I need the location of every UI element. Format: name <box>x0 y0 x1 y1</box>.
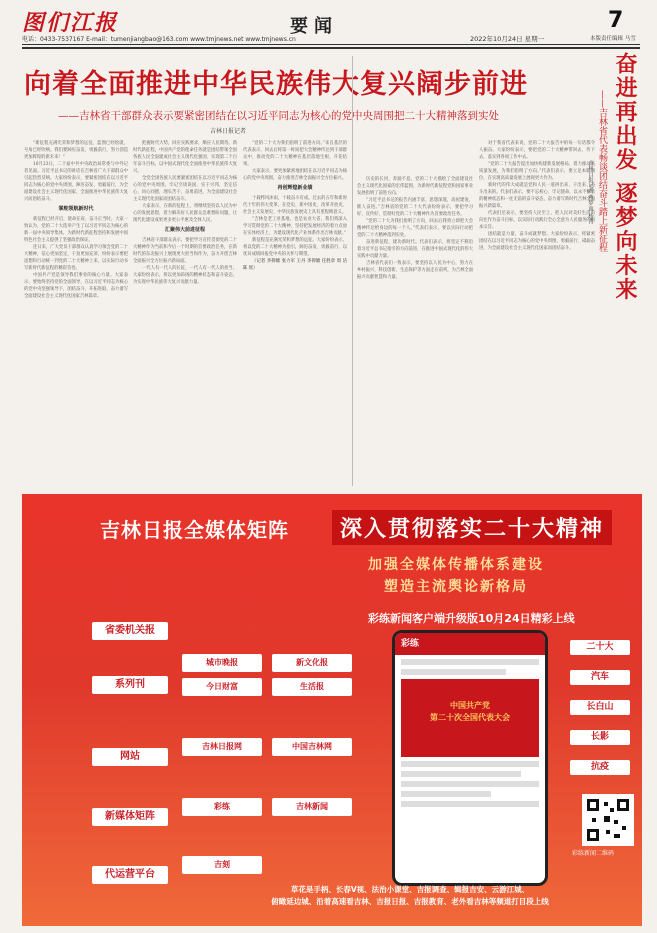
phone-mockup <box>392 630 548 886</box>
channel-tag: 长白山 <box>570 700 630 715</box>
page-number: 7 <box>608 8 624 33</box>
side-article-title: 奋进再出发 逐梦向未来 <box>612 52 637 302</box>
side-article-byline: 吉林日报记者 曹梦南 杨青 <box>587 160 593 224</box>
phone-placeholder-line <box>401 659 539 665</box>
side-article-subhead: ——吉林省代表畅谈团结奋斗踏上新征程 <box>597 90 607 252</box>
category-label: 系列刊 <box>92 676 168 694</box>
channel-tag: 二十大 <box>570 640 630 655</box>
article-column-2: 把握时代大势，回应实践要求，顺应人民期待。新时代新征程，中国共产党的使命任务就是团结带领全国各族人民全面建成社会主义现代化强国、实现第二个百年奋斗目标，以中国式现代化全面推进中华民族伟大复兴。 全党全国各族人民要紧密团结在以习近平同志为核心的党中央周围，牢记空谈误国、实干兴邦，坚定信心、同心同德，埋头苦干、奋勇前进，为全面建设社会主义现代化国家而团结奋斗。 大家表示，在新的征程上，将继续坚持以人民为中心的发展思想，着力解决好人民群众急难愁盼问题，让现代化建设成果更多更公平惠及全体人民。 汇聚伟大前进征程 吉林省干部群众表示，要把学习宣传贯彻党的二十大精神作为当前和今后一个时期的首要政治任务，在新时代的东北振兴上展现更大担当和作为，奋力开创吉林全面振兴全方位振兴新局面。 一代人有一代人的长征，一代人有一代人的担当。大家纷纷表示，将以更加昂扬的精神状态和奋斗姿态，为实现中华民族伟大复兴贡献力量。 <box>133 141 237 285</box>
ad-slogan-line-1: 加强全媒体传播体系建设 <box>368 557 544 573</box>
column-divider <box>352 56 353 486</box>
brand-tile: 中国吉林网 <box>272 738 352 756</box>
brand-tile: 新文化报 <box>272 654 352 672</box>
phone-placeholder-line <box>401 791 491 797</box>
channel-tag: 抗疫 <box>570 760 630 775</box>
issue-date: 2022年10月24日 星期一 <box>470 35 545 43</box>
article-headline: 向着全面推进中华民族伟大复兴阔步前进 <box>24 69 528 100</box>
phone-placeholder-line <box>401 669 506 675</box>
phone-app-header: 彩练 <box>395 633 545 655</box>
ad-slogan-line-2: 塑造主流舆论新格局 <box>384 579 528 595</box>
category-label: 省委机关报 <box>92 622 168 640</box>
ad-footer <box>200 884 620 908</box>
channel-tag: 汽车 <box>570 670 630 685</box>
article-column-1: “新征程充满光荣和梦想的远征，蓝图已经绘就，号角已经吹响。我们要踔厉奋发、勇毅前行，努力创造更加辉煌的新未来！” 10月23日，二十届中共中央政治局常委与中外记者见面。习近平总书记的讲话在吉林省广大干部群众中引起热烈反响。大家纷纷表示，要紧密团结在以习近平同志为核心的党中央周围，踔厉奋发、勇毅前行，为全面建设社会主义现代化国家、全面推进中华民族伟大复兴而团结奋斗。 掌舵领航新时代 新征程已经开启，使命在肩，奋斗正当时。大家一致认为，党的二十大选举产生了以习近平同志为核心的新一届中央领导集体，为新时代新征程坚持和发展中国特色社会主义提供了坚强政治保证。 连日来，广大党员干部群众认真学习领会党的二十大精神，信心更加坚定，干劲更加充沛，纷纷表示要把思想和行动统一到党的二十大精神上来，以实际行动书写新时代新征程的精彩答卷。 中国共产党是领导我们事业的核心力量。大家表示，要始终坚持党的全面领导，在以习近平同志为核心的党中央坚强领导下，团结奋斗、开拓进取，奋力谱写全面建设社会主义现代化国家吉林篇章。 <box>24 141 128 299</box>
column-heading-2: 汇聚伟大前进征程 <box>164 227 205 233</box>
ad-slogan <box>368 554 544 598</box>
brand-tile: 彩练 <box>182 798 262 816</box>
phone-banner-line-1: 中国共产党 <box>450 700 490 710</box>
ad-footer-line-1: 草花是手柄、长春V视、法治小课堂、吉报调查、辑报吉安、云游江城、 <box>290 885 530 894</box>
phone-placeholder-line <box>401 781 539 787</box>
article-byline: 吉林日报记者 <box>210 128 247 135</box>
brand-tile: 吉刻 <box>182 856 262 874</box>
category-label: 代运营平台 <box>92 866 168 884</box>
phone-placeholder-line <box>401 771 521 777</box>
qr-code-label: 彩练新闻二维码 <box>572 850 615 857</box>
column-heading-3: 再创辉煌新业绩 <box>277 185 313 191</box>
contact-info: 电话：0433-7537167 E-mail：tumenjiangbao@163.com www.tmjnews.net www.tmjnews.cn <box>22 36 296 43</box>
phone-placeholder-line <box>401 761 539 767</box>
newspaper-logo: 图们江报 <box>22 10 119 36</box>
article-subhead: ——吉林省干部群众表示要紧密团结在以习近平同志为核心的党中央周围把二十大精神落到实处 <box>58 110 499 122</box>
ad-left-title: 吉林日报全媒体矩阵 <box>100 518 289 542</box>
brand-tile: 吉林日报网 <box>182 738 262 756</box>
brand-tile: 吉林新闻 <box>272 798 352 816</box>
masthead-rule-thick <box>22 47 640 49</box>
phone-congress-banner <box>401 679 539 757</box>
phone-banner-line-2: 第二十次全国代表大会 <box>430 712 510 722</box>
category-label: 网站 <box>92 748 168 766</box>
brand-tile: 生活报 <box>272 678 352 696</box>
section-title: 要闻 <box>290 16 338 37</box>
side-article-column-2: 对于我省代表来说，党的二十大报告中的每一句话都令人振奋。大家纷纷表示，要把党的二十大精神带回去、传下去，落实到各项工作中去。 “党的二十大报告提出加快构建新发展格局，着力推动高质量发展，为我们指明了方向。”代表们表示，要立足本职岗位，在实现高质量发展上展现更大作为。 新时代的伟大成就是党和人民一道拼出来、干出来、奋斗出来的。代表们表示，要不忘初心、牢记使命，以永不懈怠的精神状态和一往无前的奋斗姿态，奋力谱写新时代吉林全面振兴新篇章。 代表们还表示，要坚持人民至上，把人民对美好生活的向往作为奋斗目标，以实际行动践行全心全意为人民服务的根本宗旨。 团结就是力量，奋斗成就梦想。大家纷纷表示，将紧密团结在以习近平同志为核心的党中央周围，勇毅前行、砥砺奋进，为全面建设社会主义现代化国家而团结奋斗。 <box>479 141 595 251</box>
brand-tile: 城市晚报 <box>182 654 262 672</box>
column-heading-1: 掌舵领航新时代 <box>58 206 94 212</box>
article-signature: （记者 李抑嫱 张力军 王丹 李抑嫱 任胜章 周 洁 陈 瑶） <box>243 259 347 271</box>
masthead-rule <box>22 44 640 45</box>
page-editor: 本版责任编辑 马雪 <box>590 36 636 42</box>
side-article-column-1: 历史的长河，奔涌不息。党的二十大描绘了全面建设社会主义现代化国家的宏伟蓝图，为新时代新征程党和国家事业发展指明了前进方向。 “习近平总书记的报告内涵丰富、思想深邃，高屋建瓴、催人奋进。”吉林省的党的二十大代表纷纷表示，要把学习好、宣传好、贯彻好党的二十大精神作为首要政治任务。 “党的二十大为我们指明了方向，回去后我将立即把大会精神传达给身边的每一个人。”代表们表示，要以实际行动把党的二十大精神落到实处。 奋进新征程，建功新时代。代表们表示，将坚定不移沿着习近平总书记指引的方向前进，在推进中国式现代化的伟大实践中贡献力量。 吉林省代表们一致表示，要坚持以人民为中心，努力在乡村振兴、科技创新、生态保护等方面走在前列，为吉林全面振兴贡献智慧和力量。 <box>357 177 473 280</box>
qr-code <box>582 794 634 846</box>
masthead <box>0 0 657 48</box>
channel-tag: 长影 <box>570 730 630 745</box>
category-label: 新媒体矩阵 <box>92 808 168 826</box>
brand-tile: 今日财富 <box>182 678 262 696</box>
ad-edition-note: 彩练新闻客户端升级版10月24日精彩上线 <box>368 612 575 625</box>
media-ad-banner <box>22 494 642 926</box>
ad-right-title: 深入贯彻落实二十大精神 <box>332 510 612 545</box>
qr-code-graphic <box>584 796 632 844</box>
article-column-3: “党的二十大为我们指明了前进方向。”来自基层的代表表示，回去后将第一时间把大会精神传达到干部群众中，推动党的二十大精神在基层落地生根、开花结果。 大家表示，要更加紧密地团结在以习近平同志为核心的党中央周围，奋力推进吉林全面振兴全方位振兴。 再创辉煌新业绩 十载栉风沐雨，十载奋斗有成。过去的五年和新时代十年的伟大变革，在党史、新中国史、改革开放史、社会主义发展史、中华民族发展史上具有里程碑意义。 “吉林是老工业基地，也是农业大省，我们将深入学习贯彻党的二十大精神，坚持把发展经济的着力点放在实体经济上，为建设现代化产业体系作出吉林贡献。” 新征程是充满光荣和梦想的远征。大家纷纷表示，将以党的二十大精神为指引，踔厉奋发、勇毅前行，以优异成绩回报党中央的关怀与期望。 （记者 李抑嫱 张力军 王丹 李抑嫱 任胜章 周 洁 陈 瑶） <box>243 141 347 271</box>
ad-footer-line-2: 俯瞰延边城、沿着高速看吉林、吉报日报、吉报教育、老外看吉林等频道打目段上线 <box>271 897 549 906</box>
phone-placeholder-line <box>401 801 539 807</box>
